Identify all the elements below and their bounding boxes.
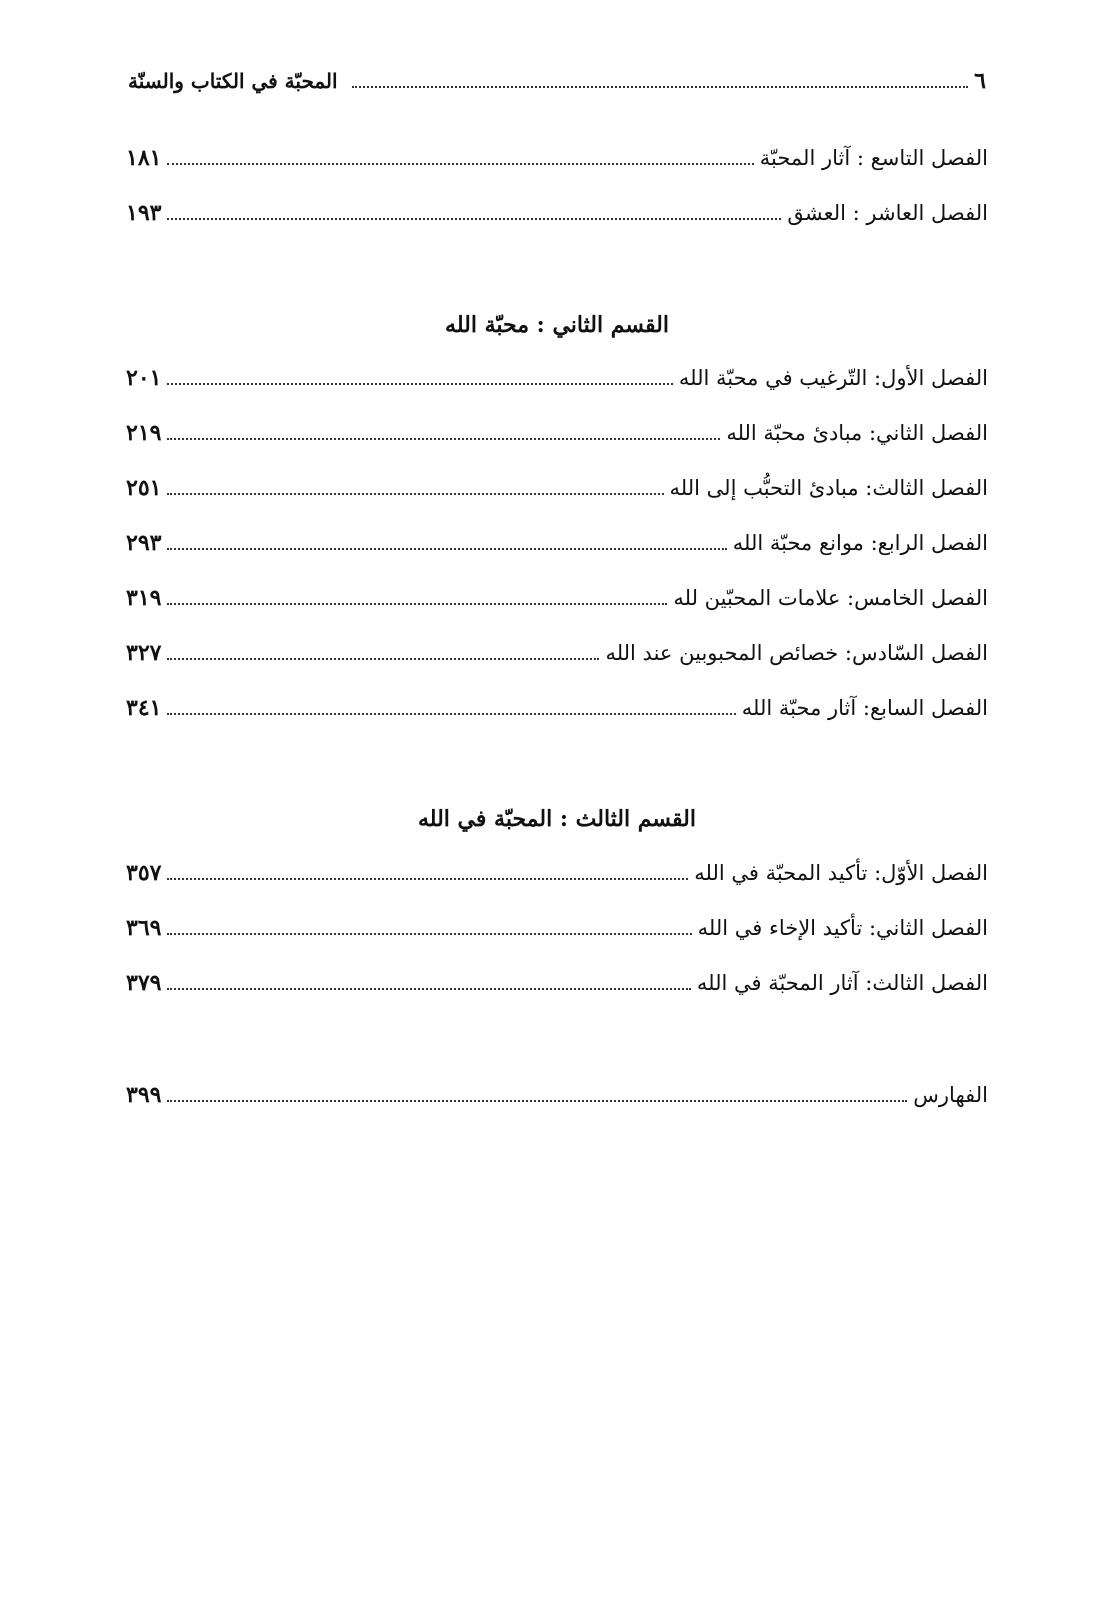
entry-page-number: ٢٩٣ bbox=[126, 530, 162, 556]
entry-title: الفصل السابع: آثار محبّة الله bbox=[741, 696, 988, 720]
dot-leader bbox=[167, 547, 726, 550]
entry-page-number: ٢٥١ bbox=[126, 475, 162, 501]
dot-leader bbox=[167, 712, 735, 715]
entry-page-number: ٣٧٩ bbox=[126, 970, 162, 996]
toc-entry[interactable] bbox=[126, 640, 988, 680]
toc-entry[interactable] bbox=[126, 530, 988, 570]
entry-title: الفصل الثالث: مبادئ التحبُّب إلى الله bbox=[669, 476, 988, 500]
entry-page-number: ٣١٩ bbox=[126, 585, 162, 611]
dot-leader bbox=[167, 382, 672, 385]
dot-leader bbox=[167, 932, 691, 935]
dot-leader bbox=[167, 987, 690, 990]
toc-entry[interactable] bbox=[126, 585, 988, 625]
dot-leader bbox=[167, 492, 663, 495]
entry-page-number: ٢١٩ bbox=[126, 420, 162, 446]
section-heading-part-three: القسم الثالث : المحبّة في الله bbox=[417, 806, 696, 832]
dot-leader bbox=[167, 162, 753, 165]
entry-title: الفهارس bbox=[913, 1083, 988, 1107]
dot-leader bbox=[167, 437, 720, 440]
dot-leader bbox=[167, 877, 688, 880]
page-number: ٦ bbox=[974, 68, 986, 94]
header-dot-leader bbox=[352, 85, 969, 88]
entry-title: الفصل الرابع: موانع محبّة الله bbox=[732, 531, 988, 555]
dot-leader bbox=[167, 602, 667, 605]
entry-title: الفصل الخامس: علامات المحبّين لله bbox=[673, 586, 988, 610]
entry-title: الفصل العاشر : العشق bbox=[787, 201, 988, 225]
entry-title: الفصل الأول: التّرغيب في محبّة الله bbox=[678, 366, 988, 390]
section-heading-part-two: القسم الثاني : محبّة الله bbox=[445, 312, 669, 338]
toc-entry[interactable] bbox=[126, 145, 988, 185]
entry-page-number: ١٩٣ bbox=[126, 200, 162, 226]
running-header bbox=[128, 68, 986, 108]
entry-page-number: ١٨١ bbox=[126, 145, 162, 171]
entry-title: الفصل الثاني: تأكيد الإخاء في الله bbox=[697, 916, 988, 940]
dot-leader bbox=[167, 217, 781, 220]
entry-page-number: ٣٥٧ bbox=[126, 860, 162, 886]
entry-page-number: ٣٩٩ bbox=[126, 1082, 162, 1108]
entry-title: الفصل السّادس: خصائص المحبوبين عند الله bbox=[605, 641, 988, 665]
toc-entry[interactable] bbox=[126, 970, 988, 1010]
toc-entry[interactable] bbox=[126, 915, 988, 955]
toc-entry[interactable] bbox=[126, 860, 988, 900]
entry-page-number: ٣٦٩ bbox=[126, 915, 162, 941]
entry-page-number: ٣٤١ bbox=[126, 695, 162, 721]
entry-title: الفصل الثالث: آثار المحبّة في الله bbox=[696, 971, 988, 995]
book-title: المحبّة في الكتاب والسنّة bbox=[128, 69, 338, 93]
toc-entry[interactable] bbox=[126, 420, 988, 460]
dot-leader bbox=[167, 1099, 907, 1102]
entry-title: الفصل الأوّل: تأكيد المحبّة في الله bbox=[694, 861, 988, 885]
toc-entry[interactable] bbox=[126, 695, 988, 735]
dot-leader bbox=[167, 657, 599, 660]
entry-title: الفصل التاسع : آثار المحبّة bbox=[759, 146, 988, 170]
toc-entry-indexes[interactable] bbox=[126, 1082, 988, 1122]
toc-entry[interactable] bbox=[126, 365, 988, 405]
entry-page-number: ٢٠١ bbox=[126, 365, 162, 391]
entry-title: الفصل الثاني: مبادئ محبّة الله bbox=[726, 421, 988, 445]
toc-entry[interactable] bbox=[126, 475, 988, 515]
entry-page-number: ٣٢٧ bbox=[126, 640, 162, 666]
toc-entry[interactable] bbox=[126, 200, 988, 240]
